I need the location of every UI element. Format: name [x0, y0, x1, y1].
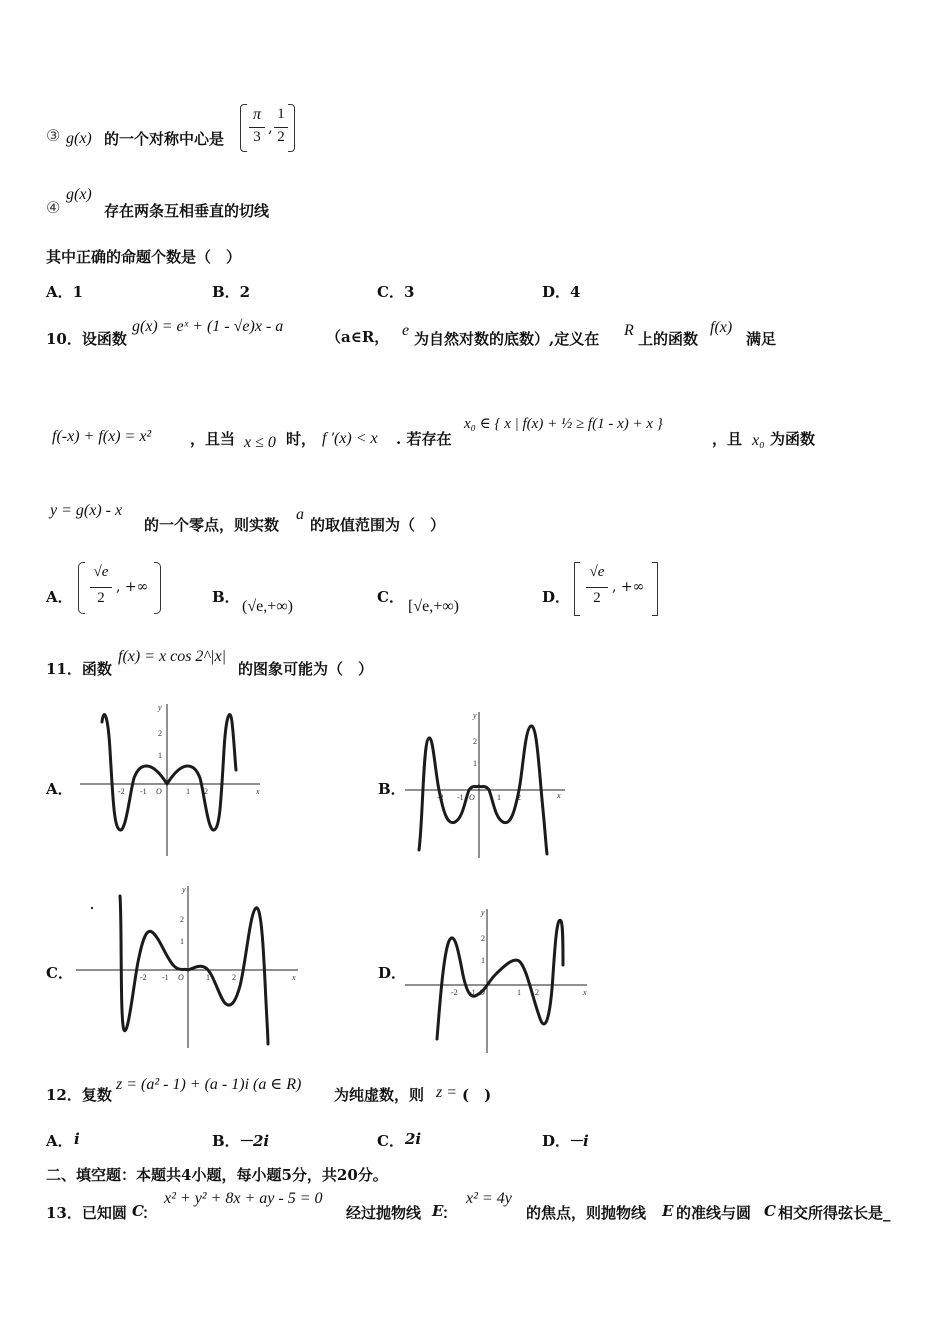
q10-x0: x₀ — [752, 432, 765, 449]
item3-marker: ③ — [46, 126, 61, 145]
q10-and-when: ，且当 — [190, 430, 236, 448]
q10-is-func: 为函数 — [770, 430, 816, 448]
q12-option-b-value[interactable]: －2i — [238, 1132, 270, 1150]
q10-set: x₀ ∈ { x | f(x) + ½ ≥ f(1 - x) + x } — [464, 416, 663, 432]
graph-c-y-label: y — [182, 885, 186, 894]
graph-b-x-label: x — [557, 791, 561, 800]
svg-text:O: O — [479, 988, 485, 997]
q13-E: E — [432, 1202, 444, 1220]
q10-satisfy: 满足 — [746, 330, 777, 348]
q10-cond: （a∈R， — [326, 328, 390, 346]
item4-text: 存在两条互相垂直的切线 — [104, 202, 270, 220]
q13-pass: 经过抛物线 — [346, 1204, 422, 1222]
svg-text:1: 1 — [206, 973, 210, 982]
svg-text:-2: -2 — [118, 787, 125, 796]
svg-text:-2: -2 — [451, 988, 458, 997]
svg-text:2: 2 — [158, 729, 162, 738]
item3-text: 的一个对称中心是 — [104, 130, 225, 148]
point-den2: 2 — [277, 129, 285, 145]
svg-text:-1: -1 — [162, 973, 169, 982]
q10-range: 的取值范围为（ ） — [310, 516, 446, 534]
q10-R-symbol: R — [624, 322, 634, 339]
q13-C2: C — [764, 1202, 776, 1220]
item3-point: π 3 , 1 2 — [240, 104, 296, 152]
graph-d-label[interactable]: D． — [378, 964, 407, 982]
q11-f-definition: f(x) = x cos 2^|x| — [118, 648, 227, 665]
q9-option-c[interactable]: C．3 — [377, 283, 415, 301]
q12-option-a-label[interactable]: A． — [46, 1132, 73, 1150]
point-den1: 3 — [253, 129, 261, 145]
q10-number: 10．设函数 — [46, 330, 127, 348]
item3-function: g(x) — [66, 130, 92, 147]
svg-text:1: 1 — [497, 793, 501, 802]
q9-option-d[interactable]: D．4 — [542, 283, 581, 301]
q13-number: 13．已知圆 — [46, 1204, 127, 1222]
svg-text:-1: -1 — [457, 793, 464, 802]
graph-d-y-label: y — [481, 908, 485, 917]
q11-text: 的图象可能为（ ） — [238, 660, 374, 678]
q9-option-a[interactable]: A．1 — [46, 283, 84, 301]
item4-function: g(x) — [66, 186, 92, 203]
svg-text:1: 1 — [473, 759, 477, 768]
graph-b-y-label: y — [473, 711, 477, 720]
q10-option-b-label[interactable]: B． — [212, 588, 240, 606]
q10-option-b-value[interactable]: (√e,+∞) — [242, 598, 293, 615]
q10-option-d-label[interactable]: D． — [542, 588, 571, 606]
graph-c-label[interactable]: C． — [46, 964, 73, 982]
graph-c-x-label: x — [292, 973, 296, 982]
svg-text:O: O — [156, 787, 162, 796]
point-num1: π — [252, 106, 261, 123]
q10-f-symbol: f(x) — [710, 319, 733, 336]
graph-d-x-label: x — [583, 988, 587, 997]
q10-option-a-value[interactable]: √e 2 , +∞ — [78, 562, 162, 614]
graph-a-y-label: y — [158, 703, 162, 712]
graph-a-label[interactable]: A． — [46, 780, 73, 798]
q10-a-symbol: a — [296, 506, 304, 523]
q12-option-b-label[interactable]: B． — [212, 1132, 240, 1150]
q13-colon2: ： — [442, 1204, 458, 1222]
svg-text:2: 2 — [180, 915, 184, 924]
svg-text:-2: -2 — [140, 973, 147, 982]
q10-on-text: 上的函数 — [638, 330, 699, 348]
svg-text:2: 2 — [232, 973, 236, 982]
q13-rest3: 相交所得弦长是_ — [778, 1204, 891, 1222]
q10-option-c-label[interactable]: C． — [377, 588, 404, 606]
svg-text:2: 2 — [535, 988, 539, 997]
q12-option-c-value[interactable]: 2i — [405, 1130, 422, 1148]
q13-colon: ： — [142, 1204, 158, 1222]
q13-parabola-equation: x² = 4y — [466, 1190, 512, 1207]
svg-text:1: 1 — [180, 937, 184, 946]
graph-b[interactable] — [405, 710, 605, 870]
q10-exist: . 若存在 — [396, 430, 452, 448]
q10-option-d-value[interactable]: √e 2 , +∞ — [574, 562, 660, 616]
q12-text: 为纯虚数，则 — [334, 1086, 425, 1104]
q10-e-symbol: e — [402, 322, 410, 339]
svg-text:1: 1 — [158, 751, 162, 760]
svg-text:2: 2 — [473, 737, 477, 746]
q10-e-text: 为自然对数的底数）,定义在 — [414, 330, 600, 348]
q12-paren: ( ) — [462, 1086, 492, 1104]
svg-text:1: 1 — [186, 787, 190, 796]
q13-C: C — [132, 1202, 144, 1220]
svg-text:1: 1 — [517, 988, 521, 997]
q13-E2: E — [662, 1202, 674, 1220]
q13-rest2: 的准线与圆 — [676, 1204, 752, 1222]
q10-option-a-label[interactable]: A． — [46, 588, 73, 606]
q12-z-eq: z = — [436, 1084, 458, 1101]
q12-option-d-value[interactable]: －i — [568, 1132, 589, 1150]
svg-text:-2: -2 — [437, 793, 444, 802]
svg-text:2: 2 — [517, 793, 521, 802]
q12-z-definition: z = (a² - 1) + (a - 1)i (a ∈ R) — [116, 1076, 302, 1093]
point-num2: 1 — [277, 106, 285, 122]
q10-and-x0: ，且 — [712, 430, 743, 448]
q10-y-definition: y = g(x) - x — [50, 502, 123, 519]
q10-g-definition: g(x) = eˣ + (1 - √e)x - a — [132, 318, 284, 335]
graph-b-label[interactable]: B． — [378, 780, 406, 798]
svg-text:-1: -1 — [469, 988, 476, 997]
q10-eq1: f(-x) + f(x) = x² — [52, 428, 152, 445]
svg-text:O: O — [469, 793, 475, 802]
q10-ineq: f ′(x) < x — [322, 430, 378, 447]
svg-text:1: 1 — [481, 956, 485, 965]
q13-circle-equation: x² + y² + 8x + ay - 5 = 0 — [164, 1190, 323, 1207]
q13-rest1: 的焦点，则抛物线 — [526, 1204, 647, 1222]
q10-zero: 的一个零点，则实数 — [144, 516, 280, 534]
graph-c[interactable] — [76, 882, 306, 1052]
svg-text:2: 2 — [481, 934, 485, 943]
q12-option-d-label[interactable]: D． — [542, 1132, 571, 1150]
q10-when: 时， — [286, 430, 317, 448]
item4-marker: ④ — [46, 198, 61, 217]
q10-cond2: x ≤ 0 — [244, 434, 276, 451]
q12-number: 12．复数 — [46, 1086, 112, 1104]
graph-a-x-label: x — [256, 787, 260, 796]
q9-option-b[interactable]: B．2 — [212, 283, 251, 301]
q11-number: 11．函数 — [46, 660, 112, 678]
graph-a[interactable] — [80, 700, 280, 860]
svg-text:O: O — [178, 973, 184, 982]
q9-question: 其中正确的命题个数是（ ） — [46, 248, 242, 266]
q10-option-c-value[interactable]: [√e,+∞) — [408, 598, 459, 615]
section-title: 二、填空题：本题共4小题，每小题5分，共20分。 — [46, 1166, 388, 1184]
graph-d[interactable] — [405, 905, 605, 1055]
svg-text:-1: -1 — [140, 787, 147, 796]
q12-option-a-value[interactable]: i — [74, 1130, 80, 1148]
svg-text:2: 2 — [204, 787, 208, 796]
q12-option-c-label[interactable]: C． — [377, 1132, 404, 1150]
